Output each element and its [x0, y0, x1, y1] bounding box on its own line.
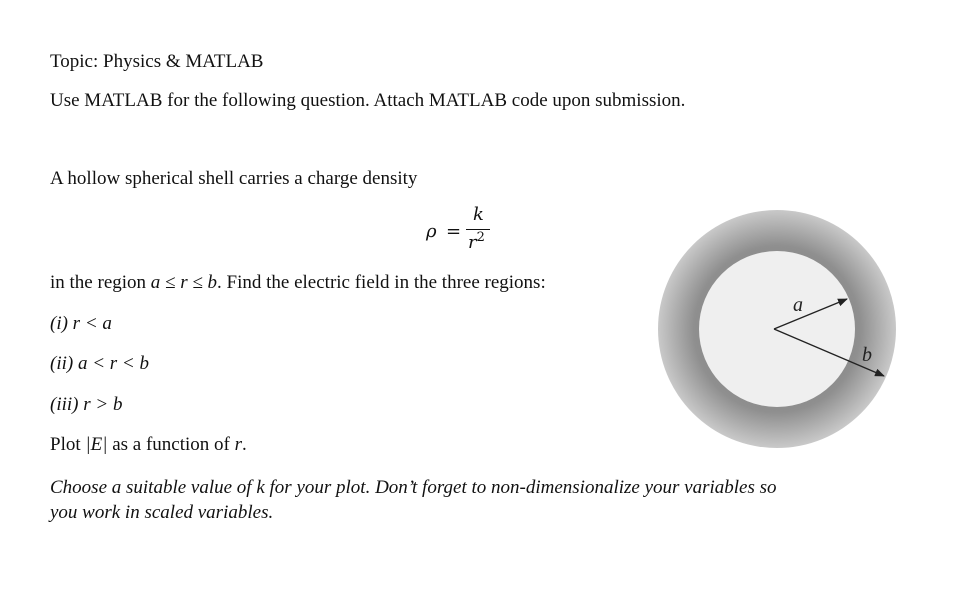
region-prefix: in the region — [50, 272, 151, 293]
formula-equals: = — [446, 221, 462, 242]
note-line-1: Choose a suitable value of k for your plot. Don’t forget to non-dimensionalize your variables so — [50, 477, 777, 498]
case-1: (i) r < a — [50, 313, 112, 334]
plot-suffix: . — [242, 434, 247, 455]
formula-exponent: 2 — [476, 230, 485, 245]
region-line — [50, 272, 546, 294]
plot-mid: as a function of — [107, 434, 235, 455]
instruction-line: Use MATLAB for the following question. Attach MATLAB code upon submission. — [50, 90, 686, 111]
problem-intro: A hollow spherical shell carries a charge density — [50, 168, 418, 189]
note-line-2: you work in scaled variables. — [50, 502, 274, 523]
charge-density-formula — [424, 204, 504, 254]
label-b: b — [862, 344, 872, 366]
formula-rho: ρ — [426, 221, 437, 242]
case-2: (ii) a < r < b — [50, 353, 149, 374]
inner-cavity — [699, 251, 855, 407]
spherical-shell-diagram — [650, 204, 900, 459]
topic-line: Topic: Physics & MATLAB — [50, 51, 264, 72]
plot-math-r: r — [234, 434, 242, 455]
plot-math-E: |E| — [85, 434, 108, 455]
region-math: a ≤ r ≤ b — [150, 272, 218, 293]
formula-denominator — [468, 230, 485, 253]
plot-line — [50, 434, 247, 456]
shell-svg — [650, 204, 900, 454]
plot-prefix: Plot — [50, 434, 86, 455]
case-3: (iii) r > b — [50, 394, 123, 415]
formula-denominator-base: r — [468, 232, 477, 253]
formula-numerator: k — [473, 204, 484, 225]
region-suffix: . Find the electric field in the three regions: — [217, 272, 546, 293]
note-block — [50, 475, 880, 525]
label-a: a — [793, 294, 803, 316]
